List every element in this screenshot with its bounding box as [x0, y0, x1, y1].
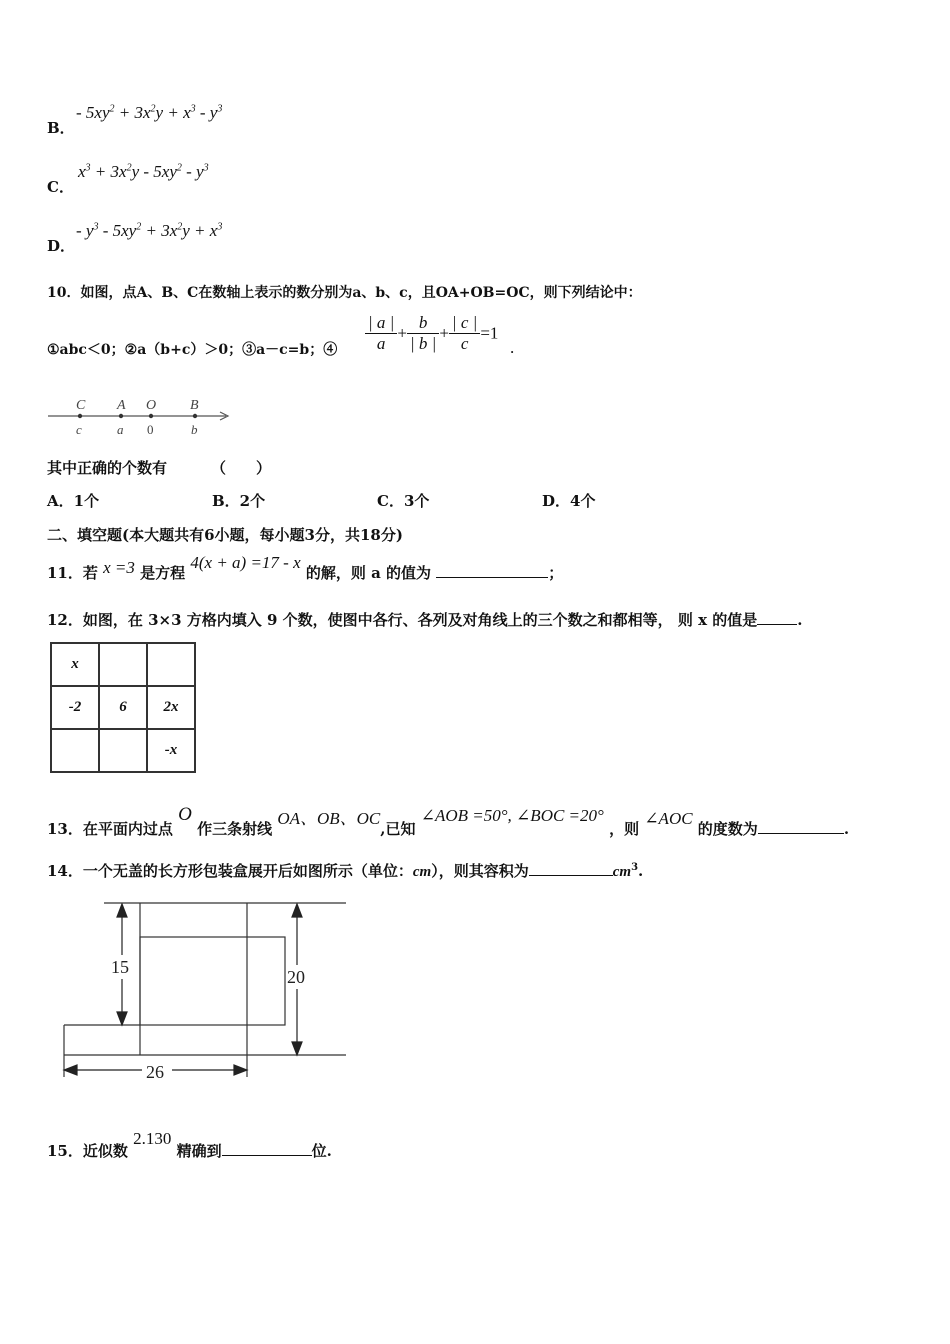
grid-cell: [51, 729, 99, 772]
grid-cell: -2: [51, 686, 99, 729]
option-c-label: C．: [47, 178, 74, 196]
q10-period: .: [510, 338, 515, 357]
q10-choice-a: A．1个: [47, 492, 100, 510]
grid-cell: 2x: [147, 686, 195, 729]
q10-conclusions: ①abc＜0；②a（b+c）＞0；③a－c=b；④: [47, 342, 338, 358]
q15-number: 2.130: [133, 1129, 172, 1148]
grid-cell: -x: [147, 729, 195, 772]
q10-choice-b: B．2个: [212, 492, 266, 510]
q11-line: 11．若 x =3 是方程 4(x + a) =17 - x 的解，则 a 的值为 ；: [47, 553, 564, 582]
box-net-figure: [56, 895, 356, 1085]
q10-choice-d: D．4个: [542, 492, 596, 510]
fraction-abs-a-over-a: $\frac{| a |}{a}$: [365, 313, 397, 354]
grid-cell: x: [51, 643, 99, 686]
answer-parentheses: （ ）: [211, 459, 272, 477]
bottom-arrow-left: [64, 1065, 77, 1075]
fraction-b-over-abs-b: $\frac{b}{| b |}$: [407, 313, 439, 354]
q12-line: 12．如图，在 3×3 方格内填入 9 个数，使图中各行、各列及对角线上的三个数之和都相等， 则 x 的值是 .: [47, 611, 803, 629]
dimension-15: 15: [111, 957, 129, 977]
left-arrow-bottom: [117, 1012, 127, 1025]
section-heading: 二、填空题(本大题共有6小题，每小题3分，共18分): [47, 526, 403, 544]
q13-target-angle: ∠AOC: [644, 809, 693, 828]
q13-point: O: [178, 804, 192, 825]
grid-row: [51, 643, 195, 686]
q10-question: 其中正确的个数有 （ ）: [47, 459, 272, 477]
q10-fraction-expression: $\frac{| a |}{a}$ + $\frac{b}{| b |}$ + $\frac{| c |}{c}$ =1: [365, 313, 498, 354]
point-b-dot: [193, 414, 197, 418]
grid-cell: 6: [99, 686, 147, 729]
dimension-26: 26: [146, 1062, 164, 1082]
q13-rays: OA、OB、OC: [277, 809, 381, 828]
q10-stem: 10．如图，点A、B、C在数轴上表示的数分别为a、b、c，且OA+OB=OC，则下列结论中：: [47, 285, 642, 301]
point-b-value: b: [191, 422, 198, 437]
net-face-rect: [140, 937, 285, 1025]
option-b-expression: - $5xy^2 + 3x^2y + x^3 - y^3$: [76, 103, 223, 122]
option-d-label: D．: [47, 237, 76, 255]
q11-answer-blank[interactable]: [436, 563, 548, 578]
fraction-abs-c-over-c: $\frac{| c |}{c}$: [449, 313, 480, 354]
point-c-dot: [78, 414, 82, 418]
point-o-value: 0: [147, 422, 154, 437]
magic-square-grid: [50, 642, 196, 773]
q10-choice-c: C．3个: [377, 492, 430, 510]
bottom-arrow-right: [234, 1065, 247, 1075]
option-c-expression: $x^3 + 3x^2y - 5xy^2 - y^3$: [78, 162, 209, 181]
option-d-expression: - $y^3 - 5xy^2 + 3x^2y + x^3$: [76, 221, 223, 240]
dimension-20: 20: [287, 967, 305, 987]
grid-cell: [147, 643, 195, 686]
grid-cell: [99, 729, 147, 772]
q11-condition: x =3: [103, 558, 135, 577]
point-a-dot: [119, 414, 123, 418]
grid-row: [51, 686, 195, 729]
left-arrow-top: [117, 904, 127, 917]
q14-answer-blank[interactable]: [529, 861, 613, 876]
grid-row: [51, 729, 195, 772]
point-a-label: A: [117, 398, 126, 413]
grid-cell: [99, 643, 147, 686]
point-c-label: C: [76, 398, 86, 413]
q11-equation: 4(x + a) =17 - x: [190, 553, 301, 572]
option-b-label: B．: [47, 119, 75, 137]
q12-answer-blank[interactable]: [757, 610, 797, 625]
point-o-label: O: [146, 398, 157, 413]
q15-line: 15．近似数 2.130 精确到 位.: [47, 1129, 332, 1160]
q14-line: 14．一个无盖的长方形包装盒展开后如图所示（单位：cm），则其容积为 $cm^3$.: [47, 862, 644, 880]
q13-angles: ∠AOB =50°, ∠BOC =20°: [420, 806, 604, 825]
point-c-value: c: [76, 422, 82, 437]
point-b-label: B: [190, 398, 199, 413]
q15-answer-blank[interactable]: [222, 1141, 312, 1156]
right-arrow-top: [292, 904, 302, 917]
point-o-dot: [149, 414, 153, 418]
right-arrow-bottom: [292, 1042, 302, 1055]
q13-answer-blank[interactable]: [758, 819, 844, 834]
number-line-figure: [44, 394, 236, 440]
q13-line: 13．在平面内过点 O 作三条射线 OA、OB、OC,已知 ∠AOB =50°, ∠BOC =20° ，则 ∠AOC 的度数为 .: [47, 804, 850, 838]
point-a-value: a: [117, 422, 124, 437]
